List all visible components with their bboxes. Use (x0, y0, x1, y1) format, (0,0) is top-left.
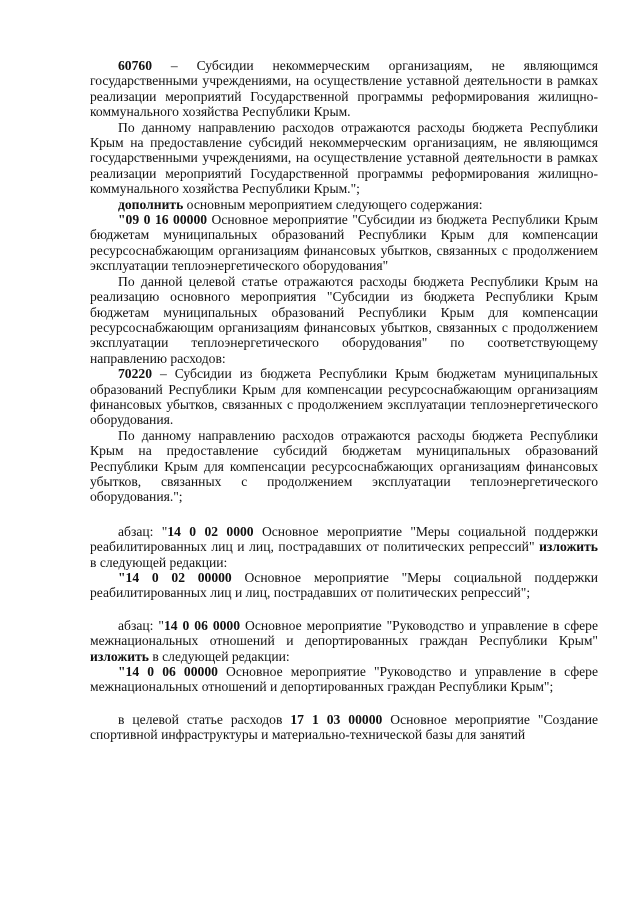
paragraph (90, 618, 598, 664)
paragraph (90, 274, 598, 366)
paragraph (90, 197, 598, 212)
bold-text: "14 0 02 00000 (118, 570, 232, 585)
text-run: в целевой статье расходов (118, 711, 291, 727)
bold-text: "14 0 06 00000 (118, 664, 218, 680)
bold-text: 14 0 06 0000 (163, 617, 241, 633)
text-run: По данному направлению расходов отражаются расходы бюджета Республики Крым на предоставление субсидий некоммерческим организациям, не являющимся государственными учреждениями, на осуществление уставной деятельности в рамках реализации мероприятий Государственной программы реформирования жилищно-коммунального хозяйства Республики Крым."; (90, 119, 598, 197)
text-run: – Субсидии из бюджета Республики Крым бюджетам муниципальных образований Республики Крым для компенсации ресурсоснабжающим организациям финансовых убытков, связанных с продолжением эксплуатации теплоэнергетического оборудования. (90, 366, 598, 428)
text-run: Основное мероприятие "Создание спортивной инфраструктуры и материально-технической базы для занятий (90, 711, 599, 743)
bold-text: дополнить (118, 196, 184, 212)
text-run: в следующей редакции: (90, 554, 228, 570)
bold-text: "09 0 16 00000 (118, 212, 208, 228)
paragraph (90, 366, 598, 428)
paragraph (90, 712, 598, 743)
bold-text: 14 0 02 0000 (167, 523, 254, 539)
text-run: – Субсидии некоммерческим организациям, не являющимся государственными учреждениями, на осуществление уставной деятельности в рамках реализации мероприятий Государственной программы реформирования жилищно-коммунального хозяйства Республики Крым. (90, 58, 598, 120)
text-run: Основное мероприятие "Руководство и управление в сфере межнациональных отношений и депортированных граждан Республики Крым" (90, 617, 598, 649)
paragraph (90, 212, 598, 274)
text-run: в следующей редакции: (148, 648, 290, 664)
text-run: По данной целевой статье отражаются расходы бюджета Республики Крым на реализацию основного мероприятия "Субсидии из бюджета Республики Крым бюджетам муниципальных образований Республики Крым для компенсации ресурсоснабжающим организациям финансовых убытков, связанных с продолжением эксплуатации теплоэнергетического оборудования" по соответствующему направлению расходов: (90, 273, 598, 366)
spacer (90, 695, 598, 712)
text-run: Основное мероприятие "Руководство и управление в сфере межнациональных отношений и депортированных граждан Республики Крым"; (90, 664, 598, 695)
text-run: абзац: " (118, 617, 164, 633)
bold-text: изложить (539, 539, 598, 555)
text-run: Основное мероприятие "Меры социальной поддержки реабилитированных лиц и лиц, пострадавших от политических репрессий" (90, 523, 598, 555)
text-run: Основное мероприятие "Субсидии из бюджета Республики Крым бюджетам муниципальных образований Республики Крым для компенсации ресурсоснабжающим организациям финансовых убытков, связанных с продолжением эксплуатации теплоэнергетического оборудования" (90, 212, 598, 274)
text-run: По данному направлению расходов отражаются расходы бюджета Республики Крым на предоставление субсидий бюджетам муниципальных образований Республики Крым для компенсации ресурсоснабжающих организациям финансовых убытков, связанных с продолжением эксплуатации теплоэнергетического оборудования."; (90, 427, 598, 505)
text-run: Основное мероприятие "Меры социальной поддержки реабилитированных лиц и лиц, пострадавших от политических репрессий"; (90, 570, 598, 601)
paragraph (90, 428, 598, 505)
spacer (90, 505, 598, 524)
paragraph (90, 524, 598, 570)
bold-text: изложить (90, 648, 149, 664)
paragraph (90, 570, 598, 601)
text-run: абзац: " (118, 523, 168, 539)
bold-text: 60760 (118, 58, 152, 73)
bold-text: 17 1 03 00000 (290, 711, 383, 727)
paragraph (90, 58, 598, 120)
paragraph (90, 120, 598, 197)
text-run: основным мероприятием следующего содержания: (183, 196, 483, 212)
bold-text: 70220 (118, 366, 152, 382)
paragraph (90, 664, 598, 695)
spacer (90, 601, 598, 618)
